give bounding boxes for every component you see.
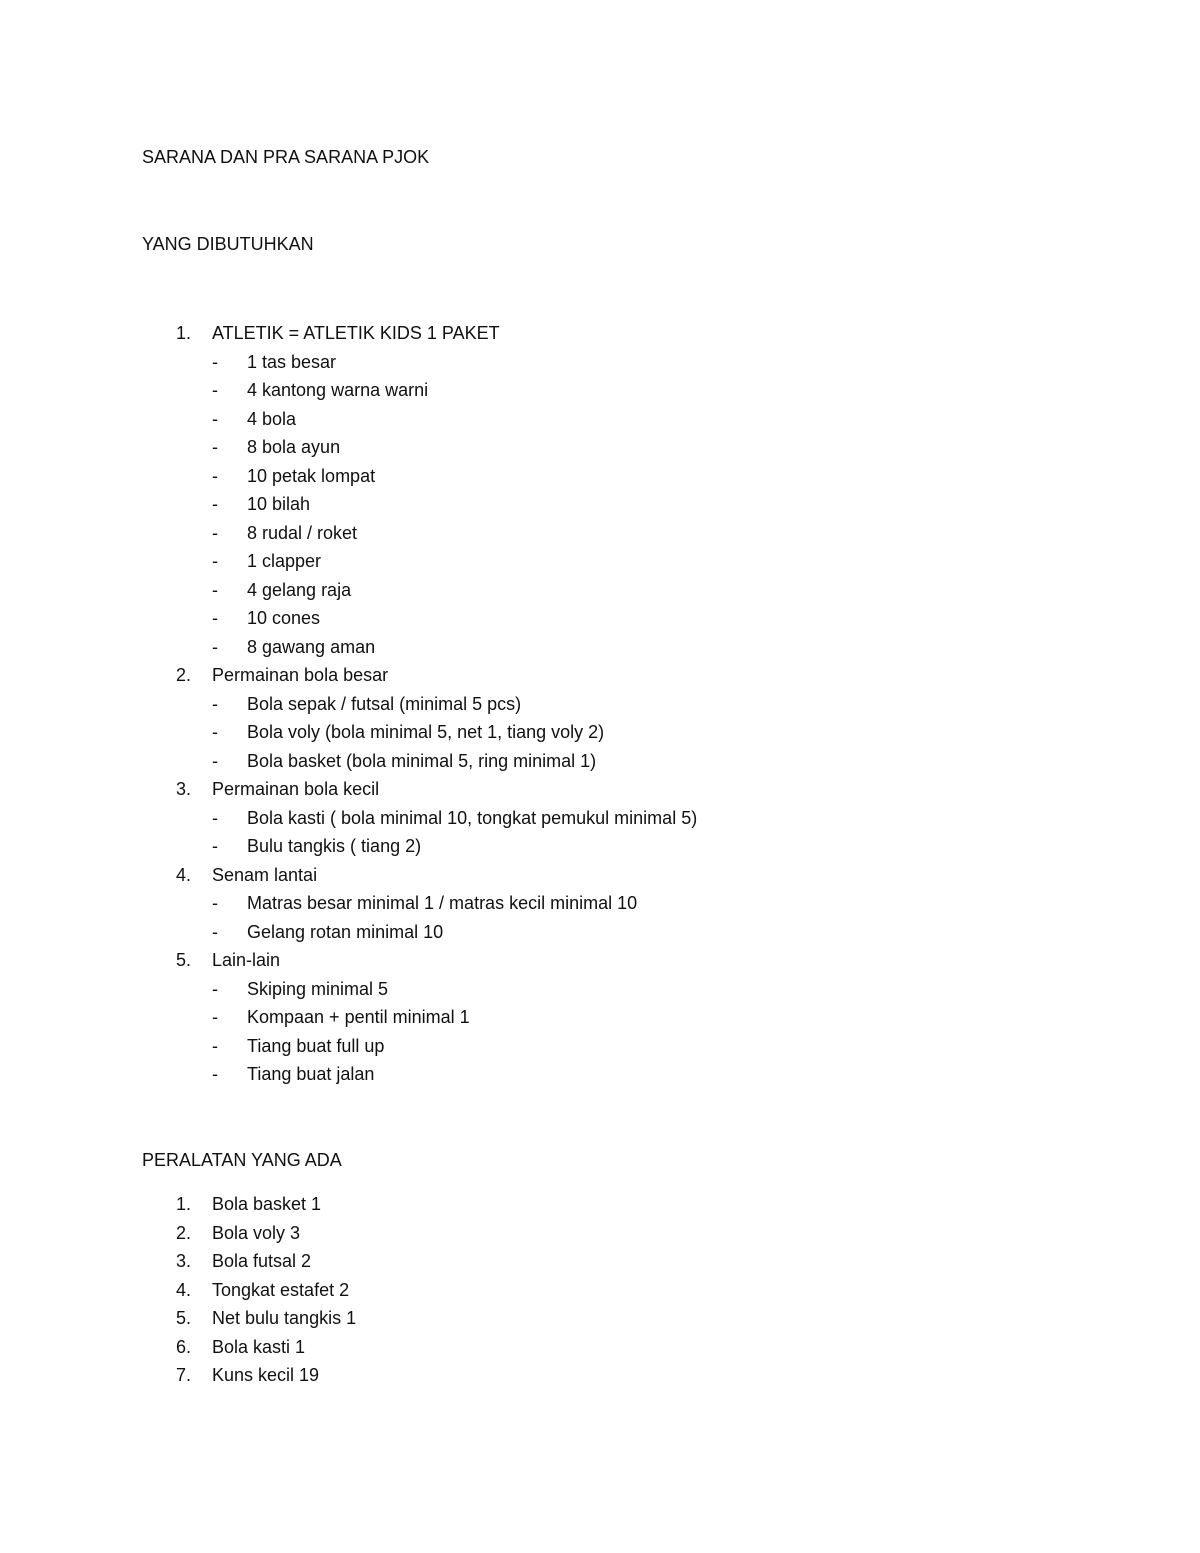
list-item-number: 6.	[176, 1336, 192, 1357]
bullet-dash: -	[212, 380, 218, 400]
bullet-dash: -	[212, 522, 218, 543]
bullet-dash: -	[212, 693, 218, 714]
list-item-label: Kuns kecil 19	[212, 1365, 320, 1385]
section-heading-needed: YANG DIBUTUHKAN	[142, 234, 314, 254]
list-item-label: Senam lantai	[212, 864, 318, 885]
bullet-dash: -	[212, 636, 218, 657]
sub-list-item: 8 bola ayun	[247, 437, 341, 457]
bullet-dash: -	[212, 408, 218, 429]
bullet-dash: -	[212, 921, 218, 942]
sub-list-item: Tiang buat full up	[247, 1035, 385, 1056]
sub-list-item: Bola basket (bola minimal 5, ring minimal 1)	[247, 750, 597, 771]
sub-list-item: 10 bilah	[247, 494, 311, 514]
list-item-number: 4.	[176, 1279, 192, 1300]
sub-list-item: 4 bola	[247, 408, 297, 429]
bullet-dash: -	[212, 807, 218, 828]
sub-list-item: 10 petak lompat	[247, 465, 376, 486]
list-item-label: Bola voly 3	[212, 1222, 301, 1243]
sub-list-item: Matras besar minimal 1 / matras kecil minimal 10	[247, 893, 638, 913]
bullet-dash: -	[212, 551, 218, 571]
sub-list-item: 4 kantong warna warni	[247, 380, 429, 400]
bullet-dash: -	[212, 722, 218, 742]
bullet-dash: -	[212, 351, 218, 372]
list-item-label: Permainan bola besar	[212, 665, 389, 685]
bullet-dash: -	[212, 579, 218, 600]
bullet-dash: -	[212, 1064, 218, 1084]
sub-list-item: Gelang rotan minimal 10	[247, 921, 444, 942]
list-item-number: 3.	[176, 779, 192, 799]
list-item-number: 5.	[176, 950, 192, 970]
list-item-label: Lain-lain	[212, 950, 281, 970]
list-item-label: Bola kasti 1	[212, 1336, 306, 1357]
sub-list-item: Bola sepak / futsal (minimal 5 pcs)	[247, 693, 522, 714]
document-title: SARANA DAN PRA SARANA PJOK	[142, 147, 430, 167]
list-item-number: 1.	[176, 323, 192, 343]
sub-list-item: 8 gawang aman	[247, 636, 376, 657]
list-item-number: 5.	[176, 1308, 192, 1328]
sub-list-item: Tiang buat jalan	[247, 1064, 375, 1084]
list-item-number: 2.	[176, 665, 192, 685]
list-item-number: 7.	[176, 1365, 192, 1385]
list-item-number: 4.	[176, 864, 192, 885]
bullet-dash: -	[212, 465, 218, 486]
bullet-dash: -	[212, 608, 218, 628]
sub-list-item: 8 rudal / roket	[247, 522, 358, 543]
bullet-dash: -	[212, 1035, 218, 1056]
sub-list-item: 4 gelang raja	[247, 579, 352, 600]
bullet-dash: -	[212, 836, 218, 856]
list-item-label: Net bulu tangkis 1	[212, 1308, 357, 1328]
list-item-label: Bola basket 1	[212, 1194, 322, 1214]
sub-list-item: Skiping minimal 5	[247, 978, 389, 999]
bullet-dash: -	[212, 978, 218, 999]
list-item-label: Tongkat estafet 2	[212, 1279, 350, 1300]
sub-list-item: Kompaan + pentil minimal 1	[247, 1007, 470, 1027]
bullet-dash: -	[212, 893, 218, 913]
bullet-dash: -	[212, 494, 218, 514]
sub-list-item: Bola kasti ( bola minimal 10, tongkat pemukul minimal 5)	[247, 807, 698, 828]
list-item-label: ATLETIK = ATLETIK KIDS 1 PAKET	[212, 323, 500, 343]
section-heading-available: PERALATAN YANG ADA	[142, 1150, 342, 1170]
list-item-number: 3.	[176, 1251, 192, 1271]
bullet-dash: -	[212, 437, 218, 457]
list-item-label: Bola futsal 2	[212, 1251, 312, 1271]
sub-list-item: 10 cones	[247, 608, 321, 628]
sub-list-item: Bulu tangkis ( tiang 2)	[247, 836, 422, 856]
bullet-dash: -	[212, 750, 218, 771]
bullet-dash: -	[212, 1007, 218, 1027]
list-item-number: 1.	[176, 1194, 192, 1214]
sub-list-item: 1 tas besar	[247, 351, 337, 372]
list-item-number: 2.	[176, 1222, 192, 1243]
list-item-label: Permainan bola kecil	[212, 779, 380, 799]
sub-list-item: Bola voly (bola minimal 5, net 1, tiang voly 2)	[247, 722, 605, 742]
sub-list-item: 1 clapper	[247, 551, 322, 571]
